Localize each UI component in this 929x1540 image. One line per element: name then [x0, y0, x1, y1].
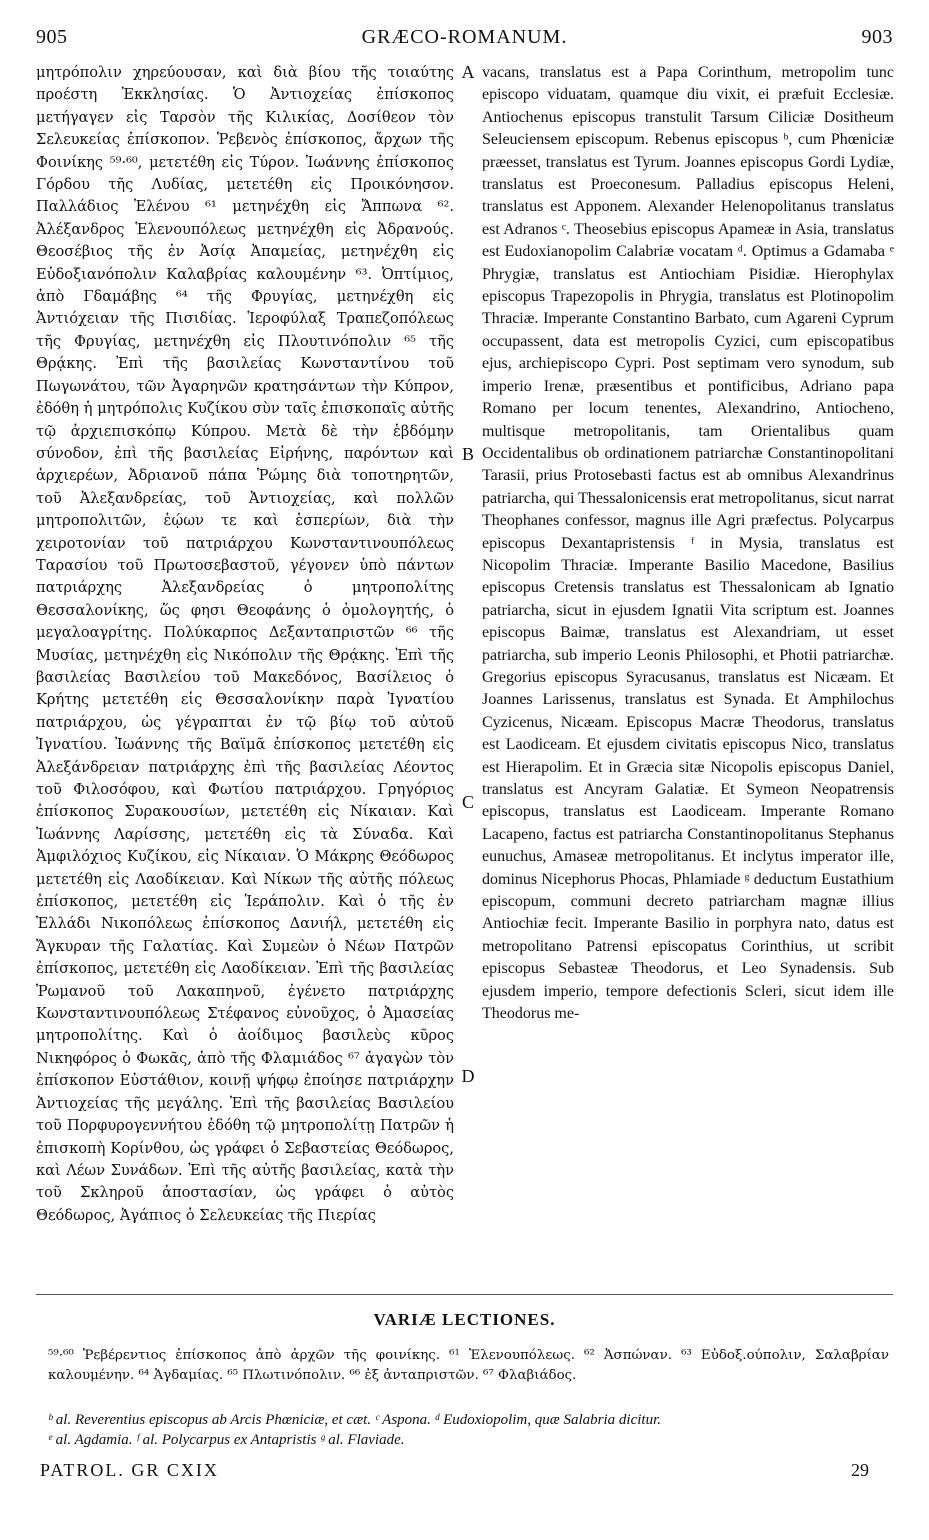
variae-latin-notes — [48, 1410, 889, 1450]
latin-column: vacans, translatus est a Papa Corinthum, metropolim tunc episcopo viduatam, quamque diu vixit, ei præfuit Ecclesiæ. Antiochenus episcopus transtulit Tarsum Ciliciæ Dositheum Seleuciensem episcopum. Rebenus episcopus ᵇ, cum Phœniciæ præesset, translatus est Tyrum. Joannes episcopus Gordi Lydiæ, translatus est Proeconesum. Palladius episcopus Heleni, translatus est Apponem. Alexander Helenopolitanus translatus est Adranos ᶜ. Theosebius episcopus Apameæ in Asia, translatus est Eudoxianopolim Calabriæ vocatam ᵈ. Optimus a Gdamaba ᵉ Phrygiæ, translatus est Antiochiam Pisidiæ. Hierophylax episcopus Trapezopolis in Phrygia, translatus est Plotinopolim Thraciæ. Imperante Constantino Barbato, cum Agareni Cyprum occupassent, data est metropolis Cyzici, cum episcopatibus ejus, archiepiscopo Cypri. Post septimam vero synodum, sub imperio Irenæ, præsentibus et pontificibus, Adriano papa Romano per locum tenentes, Alexandrino, Antiocheno, multisque metropolitanis, tam Orientalibus quam Occidentalibus ob ordinationem patriarchæ Constantinopolitani Tarasii, prius Protosebasti factus est ab omnibus Alexandrinus patriarcha, qui Thessalonicensis erat metropolitanus, sicut narrat Theophanes confessor, magnus ille Agri præfectus. Polycarpus episcopus Dexantapristensis ᶠ in Mysia, translatus est Nicopolim Thraciæ. Imperante Basilio Macedone, Basilius episcopus Cretensis translatus est Thessalonicam ab Ignatio patriarcha, sicut in ejusdem Ignatii Vita scriptum est. Joannes episcopus Baimæ, translatus est Alexandriam, ut esset patriarcha, sub imperio Leonis Philosophi, et Photii patriarchæ. Gregorius episcopus Syracusanus, translatus est Nicæam. Et Joannes Larissenus, translatus est Synada. Et Amphilochus Cyzicenus, Nicæam. Episcopus Macræ Theodorus, translatus est Laodiceam. Et ejusdem civitatis episcopus Nico, translatus est Hierapolim. Et in Græcia sitæ Nicopolis episcopus Daniel, translatus est Ancyram Galatiæ. Et Symeon Neopatrensis episcopus, translatus est Laodiceam. Imperante Romano Lacapeno, factus est patriarcha Constantinopolitanus Stephanus eunuchus, Amaseæ metropolitanus. Et inclytus imperator ille, dominus Nicephorus Phocas, Phlamiade ᵍ deductum Eustathium episcopum, communi decreto patriarcham magnæ illius Antiochiæ fecit. Imperante Basilio in porphyra nato, datus est metropolitano Patrensi episcopatus Corinthius, ut scribit episcopus Sebasteæ Theodorus, et Leo Synadensis. Sub ejusdem imperio, tempore defectionis Scleri, sicut idem ille Theodorus me- — [482, 64, 894, 1023]
signature-mark: PATROL. GR CXIX — [40, 1460, 219, 1480]
marker-c: C — [461, 792, 474, 812]
variae-greek-notes: ⁵⁹·⁶⁰ Ῥεβέρεντιος ἐπίσκοπος ἀπὸ ἀρχῶν τῆς φοινίκης. ⁶¹ Ἑλενουπόλεως. ⁶² Ἀσπώναν. ⁶³ Εὐδοξ.ούπολιν, Σαλαβρίαν καλουμένην. ⁶⁴ Ἀγδαμίας. ⁶⁵ Πλωτινόπολιν. ⁶⁶ ἐξ ἀνταπριστῶν. ⁶⁷ Φλαβιάδος. — [48, 1348, 889, 1383]
running-header — [36, 26, 893, 56]
marker-a: A — [461, 62, 475, 82]
latin-notes-line-1: ᵇ al. Reverentius episcopus ab Arcis Phœniciæ, et cæt. ᶜ Aspona. ᵈ Eudoxiopolim, quæ Salabria dicitur. — [48, 1412, 662, 1428]
latin-notes-line-2: ᵉ al. Agdamia. ᶠ al. Polycarpus ex Antapristis ᵍ al. Flaviade. — [48, 1432, 405, 1448]
marker-b: B — [461, 444, 474, 464]
page-number-right: 903 — [861, 26, 893, 48]
page-footer — [40, 1460, 869, 1488]
greek-column: μητρόπολιν χηρεύουσαν, καὶ διὰ βίου τῆς τοιαύτης προέστη Ἐκκλησίας. Ὁ Ἀντιοχείας ἐπίσκοπος μετήγαγεν εἰς Ταρσὸν τῆς Κιλικίας, Δοσίθεον τὸν Σελευκείας ἐπίσκοπον. Ῥεβενὸς ἐπίσκοπος, ἄρχων τῆς Φοινίκης ⁵⁹·⁶⁰, μετετέθη εἰς Τύρον. Ἰωάννης ἐπίσκοπος Γόρδου τῆς Λυδίας, μετετέθη εἰς Προικόνησον. Παλλάδιος Ἑλένου ⁶¹ μετηνέχθη εἰς Ἄππωνα ⁶². Ἀλέξανδρος Ἑλενουπόλεως μετηνέχθη εἰς Ἀδρανούς. Θεοσέβιος τῆς ἐν Ἀσίᾳ Ἀπαμείας, μετηνέχθη εἰς Εὐδοξιανόπολιν Καλαβρίας καλουμένην ⁶³. Ὀπτίμιος, ἀπὸ Γδαμάβης ⁶⁴ τῆς Φρυγίας, μετηνέχθη εἰς Ἀντιόχειαν τῆς Πισιδίας. Ἱεροφύλαξ Τραπεζοπόλεως τῆς Φρυγίας, μετηνέχθη εἰς Πλουτινόπολιν ⁶⁵ τῆς Θρᾴκης. Ἐπὶ τῆς βασιλείας Κωνσταντίνου τοῦ Πωγωνάτου, τῶν Ἀγαρηνῶν κρατησάντων τὴν Κύπρον, ἐδόθη ἡ μητρόπολις Κυζίκου σὺν ταῖς ἐπισκοπαῖς αὐτῆς τῷ ἀρχιεπισκόπῳ Κύπρου. Μετὰ δὲ τὴν ἑβδόμην σύνοδον, ἐπὶ τῆς βασιλείας Εἰρήνης, παρόντων καὶ ἀρχιερέων, Ἀδριανοῦ πάπα Ῥώμης διὰ τοποτηρητῶν, τοῦ Ἀλεξανδρείας, τοῦ Ἀντιοχείας, καὶ πολλῶν μητροπολιτῶν, ἑῴων τε καὶ ἑσπερίων, διὰ τὴν χειροτονίαν τοῦ πατριάρχου Κωνσταντινουπόλεως Ταρασίου τοῦ Πρωτοσεβαστοῦ, γέγονεν ὑπὸ πάντων πατριάρχης Ἀλεξανδρείας ὁ μητροπολίτης Θεσσαλονίκης, ὥς φησι Θεοφάνης ὁ ὁμολογητής, ὁ μεγαλοαγρίτης. Πολύκαρπος Δεξανταπριστῶν ⁶⁶ τῆς Μυσίας, μετηνέχθη εἰς Νικόπολιν τῆς Θρᾴκης. Ἐπὶ τῆς βασιλείας Βασιλείου τοῦ Μακεδόνος, Βασίλειος ὁ Κρήτης μετετέθη εἰς Θεσσαλονίκην παρὰ Ἰγνατίου πατριάρχου, ὡς γέγραπται ἐν τῷ βίῳ τοῦ αὐτοῦ Ἰγνατίου. Ἰωάννης τῆς Βαϊμᾶ ἐπίσκοπος μετετέθη εἰς Ἀλεξάνδρειαν πατριάρχης ἐπὶ τῆς βασιλείας Λέοντος τοῦ Φιλοσόφου, καὶ Φωτίου πατριάρχου. Γρηγόριος ἐπίσκοπος Συρακουσίων, μετετέθη εἰς Νίκαιαν. Καὶ Ἰωάννης Λαρίσσης, μετετέθη εἰς τὰ Σύναδα. Καὶ Ἀμφιλόχιος Κυζίκου, εἰς Νίκαιαν. Ὁ Μάκρης Θεόδωρος μετετέθη εἰς Λαοδίκειαν. Καὶ Νίκων τῆς αὐτῆς πόλεως ἐπίσκοπος, μετετέθη εἰς Ἱεράπολιν. Καὶ ὁ τῆς ἐν Ἑλλάδι Νικοπόλεως ἐπίσκοπος Δανιήλ, μετετέθη εἰς Ἄγκυραν τῆς Γαλατίας. Καὶ Συμεὼν ὁ Νέων Πατρῶν ἐπίσκοπος, μετετέθη εἰς Λαοδίκειαν. Ἐπὶ τῆς βασιλείας Ῥωμανοῦ τοῦ Λακαπηνοῦ, ἐγένετο πατριάρχης Κωνσταντινουπόλεως Στέφανος εὐνοῦχος, ὁ Ἀμασείας μητροπολίτης. Καὶ ὁ ἀοίδιμος βασιλεὺς κῦρος Νικηφόρος ὁ Φωκᾶς, ἀπὸ τῆς Φλαμιάδος ⁶⁷ ἀγαγὼν τὸν ἐπίσκοπον Εὐστάθιον, κοινῇ ψήφῳ ἐποίησε πατριάρχην Ἀντιοχείας τῆς μεγάλης. Ἐπὶ τῆς βασιλείας Βασιλείου τοῦ Πορφυρογεννήτου ἐδόθη τῷ μητροπολίτῃ Πατρῶν ἡ ἐπισκοπὴ Κορίνθου, ὡς γράφει ὁ Σεβαστείας Θεόδωρος, καὶ Λέων Συνάδων. Ἐπὶ τῆς αὐτῆς βασιλείας, κατὰ τὴν τοῦ Σκληροῦ ἀποστασίαν, ὡς γράφει ὁ αὐτὸς Θεόδωρος, Ἀγάπιος ὁ Σελευκείας τῆς Πιερίας — [36, 64, 454, 1224]
running-title: GRÆCO-ROMANUM. — [361, 26, 568, 48]
page-number-left: 905 — [36, 26, 68, 48]
marker-d: D — [461, 1066, 475, 1086]
signature-number: 29 — [851, 1460, 869, 1480]
variae-lectiones-title: VARIÆ LECTIONES. — [373, 1310, 556, 1329]
column-markers — [455, 62, 481, 1292]
divider-rule — [36, 1294, 893, 1295]
